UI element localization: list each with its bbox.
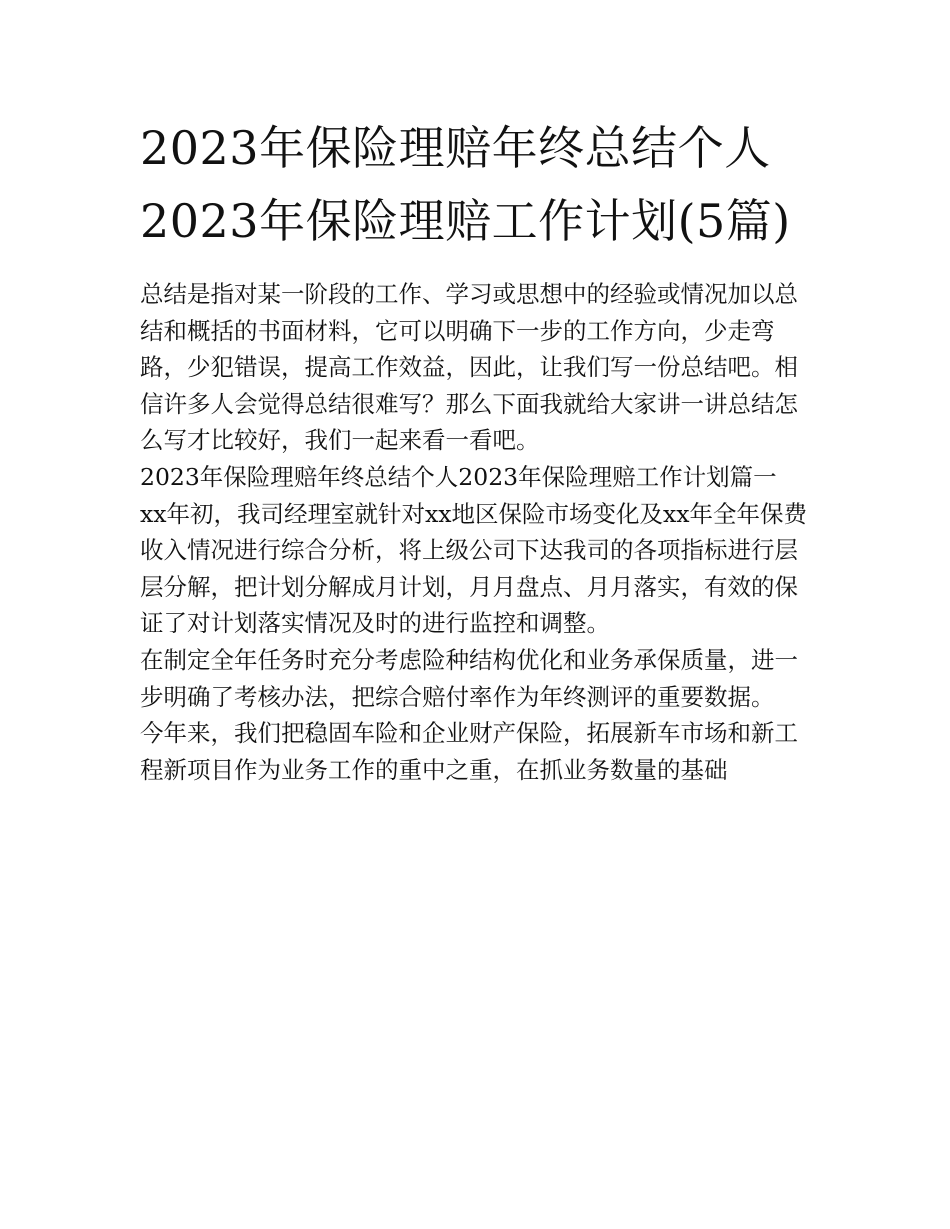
document-content [140, 112, 816, 788]
document-body [140, 276, 816, 788]
paragraph-section-heading: 2023年保险理赔年终总结个人2023年保险理赔工作计划篇一 [140, 462, 777, 491]
paragraph-plan-analysis: xx年初，我司经理室就针对xx地区保险市场变化及xx年全年保费收入情况进行综合分析，将上级公司下达我司的各项指标进行层层分解，把计划分解成月计划，月月盘点、月月落实，有效的保证了对计划落实情况及时的进行监控和调整。 [140, 499, 808, 638]
paragraph-intro: 总结是指对某一阶段的工作、学习或思想中的经验或情况加以总结和概括的书面材料，它可以明确下一步的工作方向，少走弯路，少犯错误，提高工作效益，因此，让我们写一份总结吧。相信许多人会觉得总结很难写？那么下面我就给大家讲一讲总结怎么写才比较好，我们一起来看一看吧。 [140, 280, 798, 455]
paragraph-task-assessment: 在制定全年任务时充分考虑险种结构优化和业务承保质量，进一步明确了考核办法，把综合赔付率作为年终测评的重要数据。 [140, 645, 798, 711]
paragraph-business-focus: 今年来，我们把稳固车险和企业财产保险，拓展新车市场和新工程新项目作为业务工作的重中之重，在抓业务数量的基础 [140, 719, 798, 784]
document-title: 2023年保险理赔年终总结个人2023年保险理赔工作计划(5篇) [140, 121, 791, 248]
